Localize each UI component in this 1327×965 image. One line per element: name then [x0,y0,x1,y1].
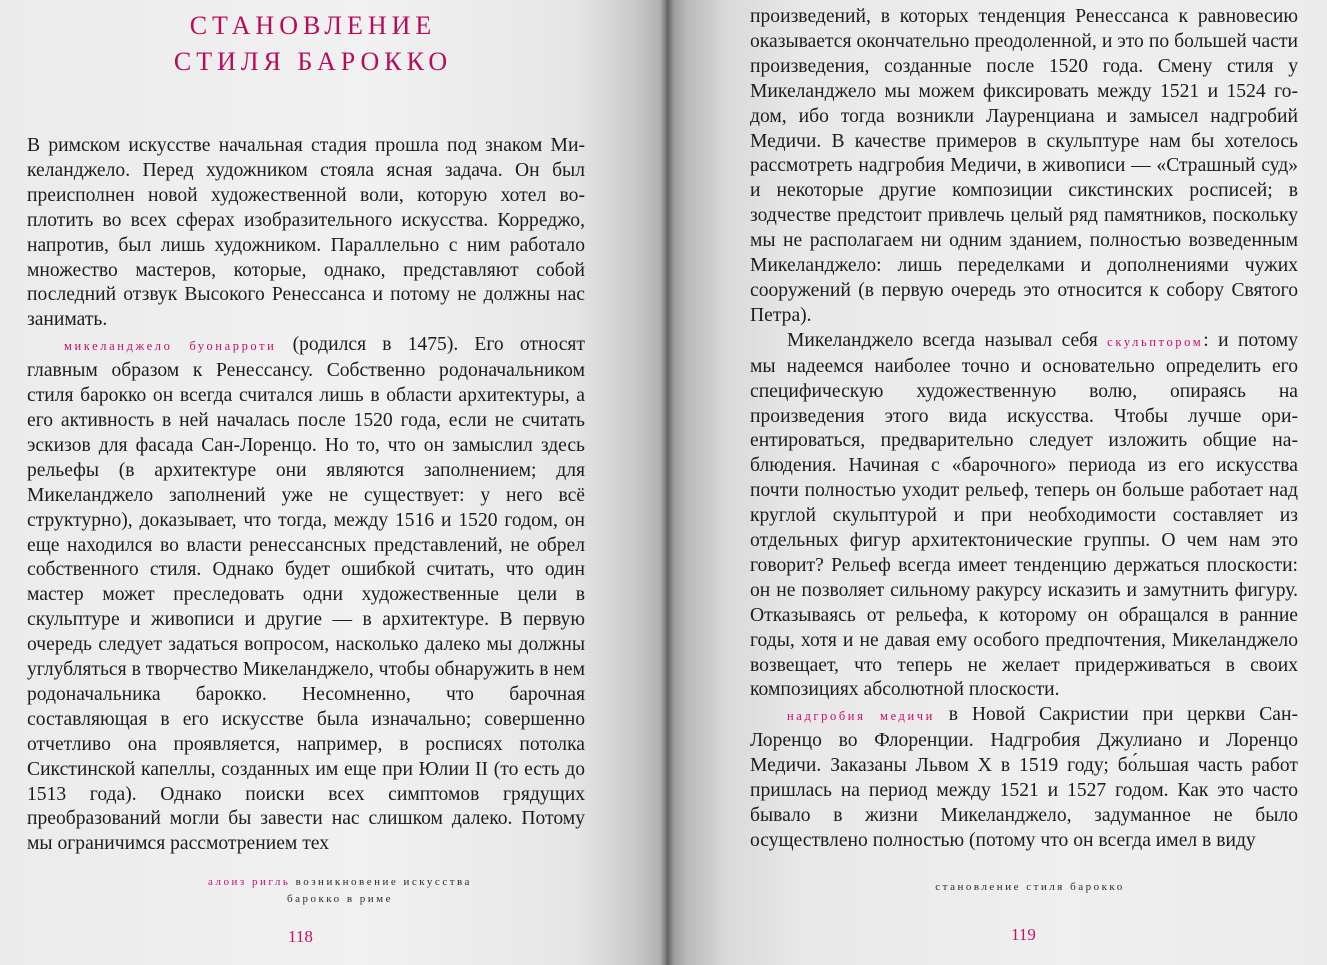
section-lead-medici-tombs: надгробия медичи [787,709,935,724]
paragraph-text: Микеланджело всегда называл себя [787,329,1108,351]
page-number-left: 118 [288,927,313,946]
highlight-sculptor: скульптором [1107,334,1204,349]
book-gutter [660,0,674,965]
chapter-title-line-1: СТАНОВЛЕНИЕ [189,11,437,40]
running-head-title-line-2: барокко в риме [286,893,394,905]
section-lead-michelangelo: микеланджело буонарроти [64,339,277,354]
paragraph-text: произведений, в которых тенденция Ренессанса к равновесию оказывается окончательно преодоленной, и это по большей части произведения, созданные после 1520 года. Смену стиля у Микеланджело мы можем фиксировать между 1521 и 1524 годом, ибо тогда возникли Лауренциана и замысел надгробий Медичи. В качестве примеров в скульптуре нам бы хотелось рассмотреть надгробия Медичи, в живописи — «Страшный суд» и некоторые другие композиции сикстинских росписей; в зодчестве предстоит привлечь целый ряд памятников, поскольку мы не располагаем ни одним зданием, полностью возведенным Микеланджело: лишь переделками и дополнениями чужих сооружений (в первую очередь это относится к собору Святого Петра). [750,6,1298,326]
right-body-text [750,5,1298,854]
left-body-text [27,134,585,857]
running-head-left [110,874,570,908]
paragraph [750,5,1298,329]
paragraph-text: : и потому мы надеемся наиболее точно и основательно определить его специфическую художественную волю, опираясь на произведения этого вида искусства. Чтобы лучше ориентироваться, предварительно следует изложить общие наблюдения. Начиная с «барочного» периода из его искусства почти полностью уходит рельеф, теперь он больше работает над круглой скульптурой и при необходимости составляет из отдельных фигур архитектонические группы. О чем нам это говорит? Рельеф всегда имеет тенденцию держаться плоскости: он не позволяет сильному ракурсу исказить и замутнить фигуру. Отказываясь от рельефа, к которому он обращался в ранние годы, хотя и не давая ему особого предпочтения, Микеланджело возвещает, что теперь не желает придерживаться в своих композициях абсолютной плоскости. [750,329,1298,701]
running-head-author: алоиз ригль [208,876,291,888]
paragraph-text: В римском искусстве начальная стадия прошла под знаком Микеланджело. Перед художником стояла ясная задача. Он был преисполнен новой художественной воли, которую хотел воплотить во всех сферах изобразительного искусства. Корреджо, напротив, был лишь художником. Параллельно с ним работало множество мастеров, которые, однако, представляют собой последний отзвук Высокого Ренессанса и потому не должны нас занимать. [27,135,585,331]
paragraph [750,703,1298,853]
paragraph [750,329,1298,704]
paragraph-text: в Новой Сакристии при церкви Сан-Лоренцо во Флоренции. Надгробия Джулиано и Лоренцо Медичи. Заказаны Львом X в 1519 году; бо́льшая часть работ пришлась на период между 1521 и 1527 годом. Как это часто бывало в жизни Микеланджело, задуманное не было осуществлено полностью (потому что он всегда имел в виду [750,704,1298,851]
paragraph-text: (родился в 1475). Его относят главным образом к Ренессансу. Собственно родоначальником стиля барокко он всегда считался лишь в области архитектуры, а его активность в ней началась после 1520 года, если не считать эскизов для фасада Сан-Лоренцо. Но то, что он замыслил здесь рельефы (в архитектуре они являются заполнением; для Микеланджело заполнений уже не существует: у него всё структурно), доказывает, что тогда, между 1516 и 1520 годом, он еще находился во власти ренессансных представлений, не обрел собственного стиля. Однако будет ошибкой считать, что один мастер может преследовать одни художественные цели в скульптуре и живописи и другие — в архитектуре. В первую очередь следует задаться вопросом, насколько далеко мы должны углубляться в творчество Микеланджело, чтобы обнаружить в нем родоначальника барокко. Несомненно, что барочная составляющая в его искусстве была изначально; совершенно отчетливо она проявляется, например, в росписях потолка Сикстинской капеллы, созданных им еще при Юлии II (то есть до 1513 года). Однако поиски всех симптомов грядущих преобразований могли бы завести нас слишком далеко. Потому мы ограничимся рассмотрением тех [27,334,585,855]
running-head-title-line-1: возникновение искусства [295,876,472,888]
chapter-title [20,8,606,80]
paragraph [27,134,585,333]
running-head-right: становление стиля барокко [935,881,1125,893]
chapter-title-line-2: СТИЛЯ БАРОККО [173,47,453,76]
page-number-right: 119 [1011,925,1036,944]
paragraph [27,333,585,857]
